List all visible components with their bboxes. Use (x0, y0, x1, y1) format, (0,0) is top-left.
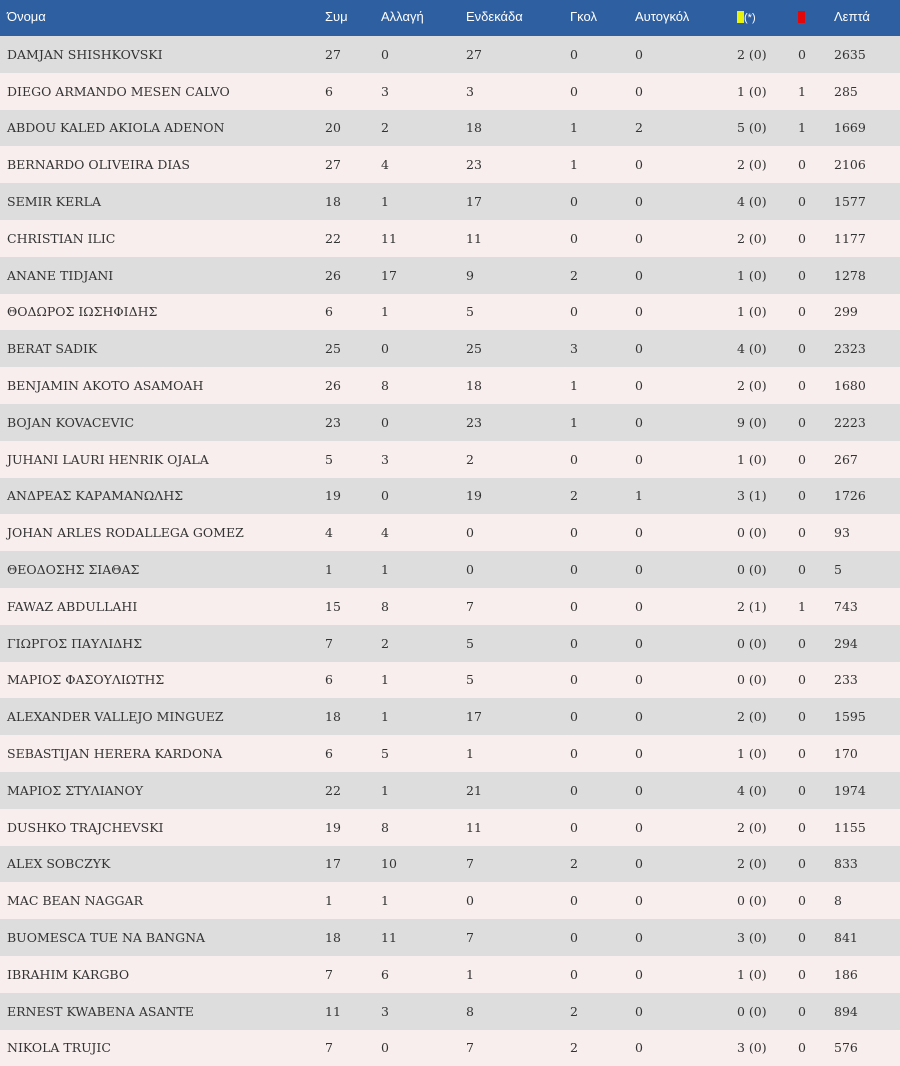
player-minutes: 285 (834, 83, 858, 99)
header-goals[interactable]: Γκολ (570, 8, 597, 24)
player-apps: 6 (325, 746, 333, 762)
player-own-goals: 0 (635, 782, 643, 798)
player-starts: 18 (466, 120, 482, 136)
player-red-cards: 0 (798, 378, 806, 394)
player-red-cards: 0 (798, 930, 806, 946)
player-yellow-cards: 2 (0) (737, 378, 767, 394)
player-own-goals: 0 (635, 930, 643, 946)
table-row (0, 73, 900, 110)
player-subs: 1 (381, 304, 389, 320)
player-red-cards: 0 (798, 414, 806, 430)
player-apps: 27 (325, 46, 341, 62)
player-apps: 6 (325, 304, 333, 320)
player-subs: 0 (381, 341, 389, 357)
player-name: BERNARDO OLIVEIRA DIAS (7, 157, 190, 173)
player-starts: 7 (466, 930, 474, 946)
player-goals: 0 (570, 709, 578, 725)
player-apps: 1 (325, 893, 333, 909)
player-red-cards: 0 (798, 451, 806, 467)
table-row (0, 846, 900, 883)
player-red-cards: 0 (798, 635, 806, 651)
table-row (0, 662, 900, 699)
player-minutes: 1577 (834, 194, 866, 210)
table-row (0, 956, 900, 993)
player-yellow-cards: 1 (0) (737, 267, 767, 283)
player-red-cards: 0 (798, 230, 806, 246)
player-minutes: 1680 (834, 378, 866, 394)
player-minutes: 2323 (834, 341, 866, 357)
table-row (0, 551, 900, 588)
header-yellow-cards[interactable] (737, 0, 798, 36)
player-name: DAMJAN SHISHKOVSKI (7, 46, 163, 62)
player-goals: 0 (570, 451, 578, 467)
player-goals: 2 (570, 1003, 578, 1019)
player-own-goals: 0 (635, 966, 643, 982)
player-minutes: 233 (834, 672, 858, 688)
player-apps: 26 (325, 267, 341, 283)
player-minutes: 170 (834, 746, 858, 762)
player-red-cards: 0 (798, 304, 806, 320)
table-row (0, 220, 900, 257)
player-goals: 0 (570, 819, 578, 835)
player-name: ΜΑΡΙΟΣ ΦΑΣΟΥΛΙΩΤΗΣ (7, 672, 165, 688)
player-subs: 1 (381, 782, 389, 798)
player-name: ΜΑΡΙΟΣ ΣΤΥΛΙΑΝΟΥ (7, 782, 144, 798)
player-apps: 22 (325, 230, 341, 246)
player-goals: 1 (570, 378, 578, 394)
player-name: JUHANI LAURI HENRIK OJALA (7, 451, 209, 467)
player-own-goals: 0 (635, 1040, 643, 1056)
yellow-card-header-suffix: (*) (744, 11, 756, 24)
player-red-cards: 0 (798, 893, 806, 909)
player-goals: 0 (570, 46, 578, 62)
table-row (0, 735, 900, 772)
player-apps: 25 (325, 341, 341, 357)
player-red-cards: 0 (798, 1040, 806, 1056)
player-red-cards: 0 (798, 746, 806, 762)
player-red-cards: 0 (798, 157, 806, 173)
player-starts: 25 (466, 341, 482, 357)
player-goals: 2 (570, 856, 578, 872)
player-subs: 1 (381, 672, 389, 688)
player-goals: 0 (570, 562, 578, 578)
player-minutes: 5 (834, 562, 842, 578)
header-subs[interactable]: Αλλαγή (381, 8, 424, 24)
table-row (0, 588, 900, 625)
player-subs: 1 (381, 893, 389, 909)
header-own-goals[interactable]: Αυτογκόλ (635, 8, 690, 24)
player-starts: 5 (466, 635, 474, 651)
player-yellow-cards: 0 (0) (737, 672, 767, 688)
player-starts: 9 (466, 267, 474, 283)
player-goals: 0 (570, 83, 578, 99)
player-starts: 3 (466, 83, 474, 99)
player-yellow-cards: 2 (1) (737, 598, 767, 614)
table-row (0, 36, 900, 73)
yellow-card-icon (737, 11, 744, 23)
player-apps: 11 (325, 1003, 341, 1019)
player-goals: 0 (570, 672, 578, 688)
player-own-goals: 0 (635, 746, 643, 762)
player-yellow-cards: 4 (0) (737, 782, 767, 798)
player-red-cards: 0 (798, 562, 806, 578)
player-minutes: 267 (834, 451, 858, 467)
player-subs: 11 (381, 230, 397, 246)
player-starts: 1 (466, 966, 474, 982)
player-yellow-cards: 1 (0) (737, 966, 767, 982)
player-red-cards: 0 (798, 1003, 806, 1019)
player-subs: 0 (381, 46, 389, 62)
player-minutes: 1669 (834, 120, 866, 136)
player-apps: 23 (325, 414, 341, 430)
player-subs: 0 (381, 1040, 389, 1056)
player-starts: 27 (466, 46, 482, 62)
player-goals: 1 (570, 414, 578, 430)
player-starts: 17 (466, 709, 482, 725)
player-red-cards: 1 (798, 120, 806, 136)
header-name[interactable]: Όνομα (7, 8, 46, 24)
player-minutes: 2106 (834, 157, 866, 173)
player-own-goals: 0 (635, 341, 643, 357)
player-subs: 17 (381, 267, 397, 283)
table-row (0, 110, 900, 147)
player-own-goals: 0 (635, 46, 643, 62)
player-yellow-cards: 1 (0) (737, 304, 767, 320)
table-row (0, 478, 900, 515)
player-yellow-cards: 4 (0) (737, 194, 767, 210)
player-subs: 5 (381, 746, 389, 762)
player-yellow-cards: 0 (0) (737, 562, 767, 578)
player-own-goals: 2 (635, 120, 643, 136)
player-starts: 0 (466, 562, 474, 578)
player-minutes: 8 (834, 893, 842, 909)
player-own-goals: 0 (635, 194, 643, 210)
player-red-cards: 0 (798, 672, 806, 688)
player-name: ALEX SOBCZYK (7, 856, 111, 872)
player-own-goals: 0 (635, 893, 643, 909)
player-apps: 18 (325, 194, 341, 210)
player-name: ABDOU KALED AKIOLA ADENON (7, 120, 225, 136)
player-name: ERNEST KWABENA ASANTE (7, 1003, 194, 1019)
player-minutes: 186 (834, 966, 858, 982)
player-own-goals: 0 (635, 635, 643, 651)
player-apps: 19 (325, 488, 341, 504)
player-starts: 23 (466, 414, 482, 430)
player-name: BERAT SADIK (7, 341, 98, 357)
table-row (0, 294, 900, 331)
player-own-goals: 0 (635, 378, 643, 394)
player-goals: 0 (570, 230, 578, 246)
player-red-cards: 0 (798, 341, 806, 357)
player-red-cards: 0 (798, 709, 806, 725)
player-own-goals: 0 (635, 157, 643, 173)
player-starts: 19 (466, 488, 482, 504)
red-card-icon (798, 11, 805, 23)
player-subs: 3 (381, 1003, 389, 1019)
player-minutes: 1155 (834, 819, 866, 835)
player-minutes: 2223 (834, 414, 866, 430)
table-row (0, 772, 900, 809)
player-goals: 0 (570, 598, 578, 614)
player-goals: 0 (570, 746, 578, 762)
player-goals: 2 (570, 1040, 578, 1056)
player-yellow-cards: 2 (0) (737, 856, 767, 872)
player-red-cards: 0 (798, 525, 806, 541)
player-starts: 5 (466, 304, 474, 320)
player-own-goals: 0 (635, 230, 643, 246)
player-own-goals: 0 (635, 304, 643, 320)
table-row (0, 367, 900, 404)
player-apps: 6 (325, 672, 333, 688)
player-name: ANANE TIDJANI (7, 267, 114, 283)
player-name: DIEGO ARMANDO MESEN CALVO (7, 83, 230, 99)
player-apps: 5 (325, 451, 333, 467)
player-name: BUOMESCA TUE NA BANGNA (7, 930, 206, 946)
player-starts: 17 (466, 194, 482, 210)
table-row (0, 993, 900, 1030)
player-minutes: 1974 (834, 782, 866, 798)
table-row (0, 441, 900, 478)
player-name: FAWAZ ABDULLAHI (7, 598, 138, 614)
header-starts[interactable]: Ενδεκάδα (466, 8, 523, 24)
player-own-goals: 0 (635, 856, 643, 872)
player-apps: 19 (325, 819, 341, 835)
player-apps: 20 (325, 120, 341, 136)
player-apps: 1 (325, 562, 333, 578)
player-minutes: 1278 (834, 267, 866, 283)
player-yellow-cards: 3 (0) (737, 1040, 767, 1056)
player-red-cards: 1 (798, 598, 806, 614)
player-yellow-cards: 5 (0) (737, 120, 767, 136)
player-subs: 4 (381, 525, 389, 541)
player-subs: 0 (381, 414, 389, 430)
player-name: ALEXANDER VALLEJO MINGUEZ (7, 709, 224, 725)
player-goals: 0 (570, 930, 578, 946)
header-minutes[interactable]: Λεπτά (834, 8, 870, 24)
player-yellow-cards: 2 (0) (737, 819, 767, 835)
table-row (0, 146, 900, 183)
player-name: BOJAN KOVACEVIC (7, 414, 135, 430)
player-red-cards: 0 (798, 966, 806, 982)
player-yellow-cards: 1 (0) (737, 83, 767, 99)
player-goals: 0 (570, 782, 578, 798)
player-minutes: 93 (834, 525, 850, 541)
player-goals: 0 (570, 635, 578, 651)
player-own-goals: 0 (635, 709, 643, 725)
player-own-goals: 0 (635, 525, 643, 541)
player-red-cards: 0 (798, 194, 806, 210)
player-red-cards: 0 (798, 488, 806, 504)
player-name: DUSHKO TRAJCHEVSKI (7, 819, 164, 835)
player-yellow-cards: 1 (0) (737, 746, 767, 762)
player-subs: 2 (381, 120, 389, 136)
player-yellow-cards: 1 (0) (737, 451, 767, 467)
player-name: IBRAHIM KARGBO (7, 966, 130, 982)
player-yellow-cards: 0 (0) (737, 893, 767, 909)
player-own-goals: 0 (635, 1003, 643, 1019)
player-minutes: 294 (834, 635, 858, 651)
table-row (0, 1030, 900, 1066)
player-starts: 21 (466, 782, 482, 798)
player-apps: 4 (325, 525, 333, 541)
player-yellow-cards: 2 (0) (737, 230, 767, 246)
player-name: CHRISTIAN ILIC (7, 230, 116, 246)
player-goals: 0 (570, 194, 578, 210)
player-yellow-cards: 9 (0) (737, 414, 767, 430)
player-red-cards: 0 (798, 856, 806, 872)
player-goals: 3 (570, 341, 578, 357)
player-goals: 2 (570, 488, 578, 504)
player-starts: 18 (466, 378, 482, 394)
player-apps: 17 (325, 856, 341, 872)
player-goals: 0 (570, 893, 578, 909)
player-minutes: 1726 (834, 488, 866, 504)
player-own-goals: 0 (635, 451, 643, 467)
player-subs: 3 (381, 451, 389, 467)
table-row (0, 183, 900, 220)
player-starts: 11 (466, 819, 482, 835)
player-subs: 4 (381, 157, 389, 173)
player-apps: 27 (325, 157, 341, 173)
player-yellow-cards: 2 (0) (737, 46, 767, 62)
player-starts: 0 (466, 525, 474, 541)
header-apps[interactable]: Συμ (325, 8, 348, 24)
player-minutes: 833 (834, 856, 858, 872)
player-minutes: 576 (834, 1040, 858, 1056)
table-row (0, 919, 900, 956)
player-own-goals: 0 (635, 598, 643, 614)
player-name: ΓΙΩΡΓΟΣ ΠΑΥΛΙΔΗΣ (7, 635, 143, 651)
player-own-goals: 0 (635, 819, 643, 835)
player-own-goals: 0 (635, 83, 643, 99)
player-own-goals: 0 (635, 672, 643, 688)
player-name: SEMIR KERLA (7, 194, 102, 210)
player-red-cards: 1 (798, 83, 806, 99)
player-subs: 1 (381, 709, 389, 725)
player-starts: 7 (466, 1040, 474, 1056)
player-minutes: 743 (834, 598, 858, 614)
player-subs: 8 (381, 378, 389, 394)
player-name: BENJAMIN AKOTO ASAMOAH (7, 378, 204, 394)
player-subs: 10 (381, 856, 397, 872)
player-red-cards: 0 (798, 46, 806, 62)
table-row (0, 809, 900, 846)
player-goals: 0 (570, 304, 578, 320)
table-row (0, 404, 900, 441)
player-starts: 1 (466, 746, 474, 762)
player-starts: 0 (466, 893, 474, 909)
table-row (0, 625, 900, 662)
player-apps: 7 (325, 635, 333, 651)
player-subs: 1 (381, 562, 389, 578)
player-starts: 23 (466, 157, 482, 173)
player-apps: 18 (325, 709, 341, 725)
player-apps: 7 (325, 966, 333, 982)
player-name: JOHAN ARLES RODALLEGA GOMEZ (7, 525, 244, 541)
player-subs: 3 (381, 83, 389, 99)
player-apps: 26 (325, 378, 341, 394)
player-red-cards: 0 (798, 819, 806, 835)
table-row (0, 514, 900, 551)
player-name: SEBASTIJAN HERERA KARDONA (7, 746, 223, 762)
player-minutes: 2635 (834, 46, 866, 62)
player-name: ΑΝΔΡΕΑΣ ΚΑΡΑΜΑΝΩΛΗΣ (7, 488, 184, 504)
player-apps: 18 (325, 930, 341, 946)
player-subs: 8 (381, 598, 389, 614)
player-minutes: 841 (834, 930, 858, 946)
player-name: ΘΕΟΔΟΣΗΣ ΣΙΑΘΑΣ (7, 562, 140, 578)
player-minutes: 299 (834, 304, 858, 320)
player-starts: 7 (466, 598, 474, 614)
player-name: NIKOLA TRUJIC (7, 1040, 111, 1056)
player-yellow-cards: 0 (0) (737, 525, 767, 541)
player-red-cards: 0 (798, 782, 806, 798)
player-yellow-cards: 2 (0) (737, 157, 767, 173)
player-name: MAC BEAN NAGGAR (7, 893, 143, 909)
player-yellow-cards: 0 (0) (737, 1003, 767, 1019)
player-apps: 7 (325, 1040, 333, 1056)
player-minutes: 1595 (834, 709, 866, 725)
player-starts: 11 (466, 230, 482, 246)
player-own-goals: 1 (635, 488, 643, 504)
player-apps: 22 (325, 782, 341, 798)
player-subs: 8 (381, 819, 389, 835)
player-starts: 7 (466, 856, 474, 872)
player-subs: 0 (381, 488, 389, 504)
player-subs: 6 (381, 966, 389, 982)
table-row (0, 330, 900, 367)
player-apps: 6 (325, 83, 333, 99)
player-name: ΘΟΔΩΡΟΣ ΙΩΣΗΦΙΔΗΣ (7, 304, 158, 320)
header-red-cards[interactable] (798, 0, 834, 36)
player-goals: 0 (570, 966, 578, 982)
player-yellow-cards: 4 (0) (737, 341, 767, 357)
player-own-goals: 0 (635, 267, 643, 283)
player-own-goals: 0 (635, 562, 643, 578)
player-subs: 11 (381, 930, 397, 946)
player-yellow-cards: 3 (0) (737, 930, 767, 946)
table-row (0, 257, 900, 294)
player-goals: 1 (570, 120, 578, 136)
player-goals: 1 (570, 157, 578, 173)
player-subs: 2 (381, 635, 389, 651)
player-starts: 2 (466, 451, 474, 467)
player-own-goals: 0 (635, 414, 643, 430)
player-goals: 0 (570, 525, 578, 541)
table-row (0, 698, 900, 735)
player-yellow-cards: 3 (1) (737, 488, 767, 504)
player-goals: 2 (570, 267, 578, 283)
player-red-cards: 0 (798, 267, 806, 283)
player-yellow-cards: 2 (0) (737, 709, 767, 725)
player-subs: 1 (381, 194, 389, 210)
player-apps: 15 (325, 598, 341, 614)
player-yellow-cards: 0 (0) (737, 635, 767, 651)
player-minutes: 894 (834, 1003, 858, 1019)
player-minutes: 1177 (834, 230, 866, 246)
player-starts: 5 (466, 672, 474, 688)
table-header-row (0, 0, 900, 36)
player-starts: 8 (466, 1003, 474, 1019)
table-row (0, 882, 900, 919)
